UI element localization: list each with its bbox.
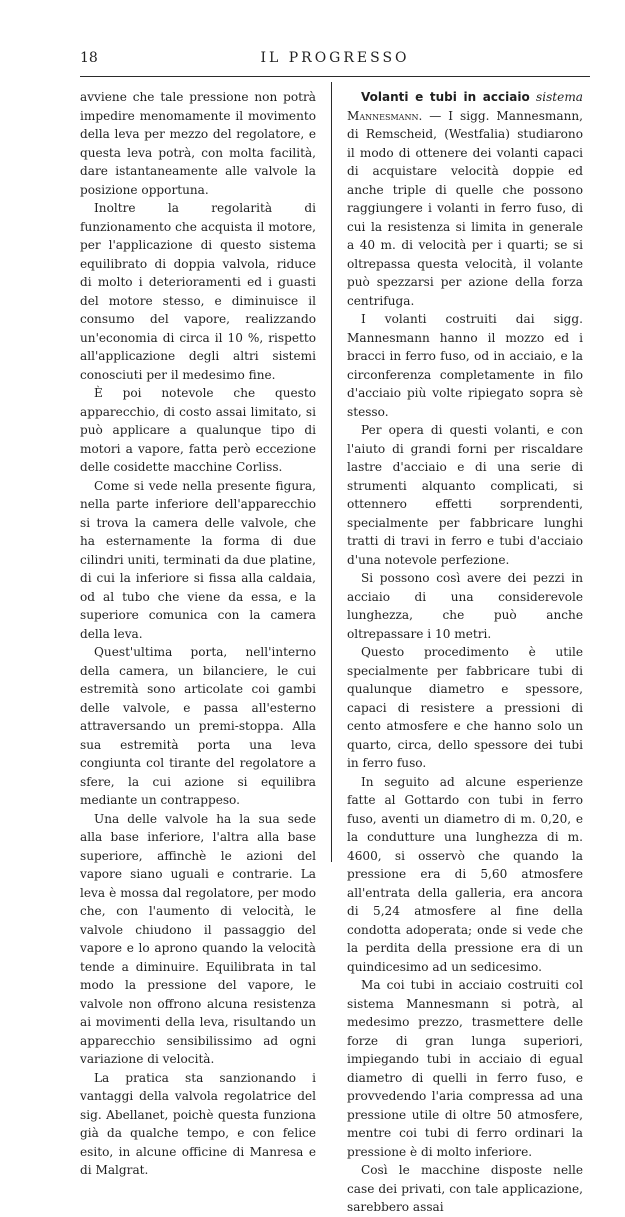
left-paragraph-6: Una delle valvole ha la sua sede alla base inferiore, l'altra alla base superiore, affinchè le azioni del vapore siano uguali e contrarie. La leva è mossa dal regolatore, per modo che, con l'aumento di velocità, le valvole chiudono il passaggio del vapore e lo aprono quando la velocità tende a diminuire. Equilibrata in tal modo la pressione del vapore, le valvole non offrono alcuna resistenza ai movimenti della leva, risultando un apparecchio sensibilissimo ad ogni variazione di velocità.: [80, 811, 316, 1066]
right-paragraph-7: Ma coi tubi in acciaio costruiti col sistema Mannesmann si potrà, al medesimo prezzo, trasmettere delle forze di gran lunga superiori, impiegando tubi in acciaio di egual diametro di quelli in ferro fuso, e provvedendo l'aria compressa ad una pressione utile di oltre 50 atmosfere, mentre coi tubi di ferro ordinari la pressione è di molto inferiore.: [347, 978, 583, 1159]
left-paragraph-5: Quest'ultima porta, nell'interno della camera, un bilanciere, le cui estremità sono articolate coi gambi delle valvole, e passa all'esterno attraversando un premi-stoppa. Alla sua estremità porta una leva congiunta col tirante del regolatore a sfere, la cui azione si equilibra mediante un contrappeso.: [80, 645, 316, 807]
right-paragraph-6: In seguito ad alcune esperienze fatte al Gottardo con tubi in ferro fuso, aventi un diametro di m. 0,20, e la condutture una lunghezza di m. 4600, si osservò che quando la pressione era di 5,60 atmosfere all'entrata della galleria, era ancora di 5,24 atmosfere al fine della condotta adoperata; onde si vede che la perdita della pressione era di un quindicesimo ad un sedicesimo.: [347, 774, 583, 974]
left-paragraph-1: avviene che tale pressione non potrà impedire menomamente il movimento della leva per mezzo del regolatore, e questa leva potrà, con molta facilità, dare istantaneamente alle valvole la posizione opportuna.: [80, 90, 316, 197]
right-paragraph-3: Per opera di questi volanti, e con l'aiuto di grandi forni per riscaldare lastre d'acciaio e di una serie di strumenti alquanto complicati, si ottennero effetti sorprendenti, specialmente per fabbricare lunghi tratti di travi in ferro e tubi d'acciaio d'una notevole perfezione.: [347, 423, 583, 567]
left-paragraph-3: È poi notevole che questo apparecchio, di costo assai limitato, si può applicare a qualunque tipo di motori a vapore, fatta però eccezione delle cosidette macchine Corliss.: [80, 386, 316, 474]
left-paragraph-4: Come si vede nella presente figura, nella parte inferiore dell'apparecchio si trova la camera delle valvole, che ha esternamente la forma di due cilindri uniti, terminati da due platine, di cui la inferiore si fissa alla caldaia, od al tubo che viene da essa, e la superiore comunica con la camera della leva.: [80, 478, 316, 641]
right-paragraph-2: I volanti costruiti dai sigg. Mannesmann hanno il mozzo ed i bracci in ferro fuso, od in acciaio, e la circonferenza completamente in filo d'acciaio più volte ripiegato sopra sè stesso.: [347, 312, 583, 419]
left-paragraph-7: La pratica sta sanzionando i vantaggi della valvola regolatrice del sig. Abellanet, poichè questa funziona già da qualche tempo, e con felice esito, in alcune officine di Manresa e di Malgrat.: [80, 1070, 316, 1177]
running-title: IL PROGRESSO: [260, 50, 410, 66]
right-paragraph-1-text: I sigg. Mannesmann, di Remscheid, (Westfalia) studiarono il modo di ottenere dei volanti capaci di acquistare velocità doppie ed anche triple di quelle che possono raggiungere i volanti in ferro fuso, di cui la resistenza si limita in generale a 40 m. di velocità per i quarti; se si oltrepassa questa velocità, il volante può spezzarsi per azione della forza centrifuga.: [347, 108, 583, 308]
section-title: Volanti e tubi in acciaio: [361, 90, 530, 104]
right-column: [347, 88, 583, 1217]
section-title-name: Mannesmann. —: [347, 108, 442, 123]
page-header: [80, 40, 590, 70]
header-rule: [80, 76, 590, 77]
right-paragraph-4: Si possono così avere dei pezzi in acciaio di una considerevole lunghezza, che può anche oltrepassare i 10 metri.: [347, 571, 583, 641]
left-paragraph-2: Inoltre la regolarità di funzionamento che acquista il motore, per l'applicazione di questo sistema equilibrato di doppia valvola, riduce di molto i deterioramenti ed i guasti del motore stesso, e diminuisce il consumo del vapore, realizzando un'economia di circa il 10 %, rispetto all'applicazione degli altri sistemi conosciuti per il medesimo fine.: [80, 201, 316, 382]
right-paragraph-8: Così le macchine disposte nelle case dei privati, con tale applicazione, sarebbero assai: [347, 1163, 583, 1214]
left-column: [80, 88, 316, 1180]
right-paragraph-5: Questo procedimento è utile specialmente per fabbricare tubi di qualunque diametro e spessore, capaci di resistere a pressioni di cento atmosfere e che hanno solo un quarto, circa, dello spessore dei tubi in ferro fuso.: [347, 645, 583, 770]
column-divider: [331, 82, 332, 862]
section-title-sistema: sistema: [536, 90, 583, 104]
right-paragraph-1: [347, 88, 583, 310]
page-number: 18: [80, 50, 98, 66]
